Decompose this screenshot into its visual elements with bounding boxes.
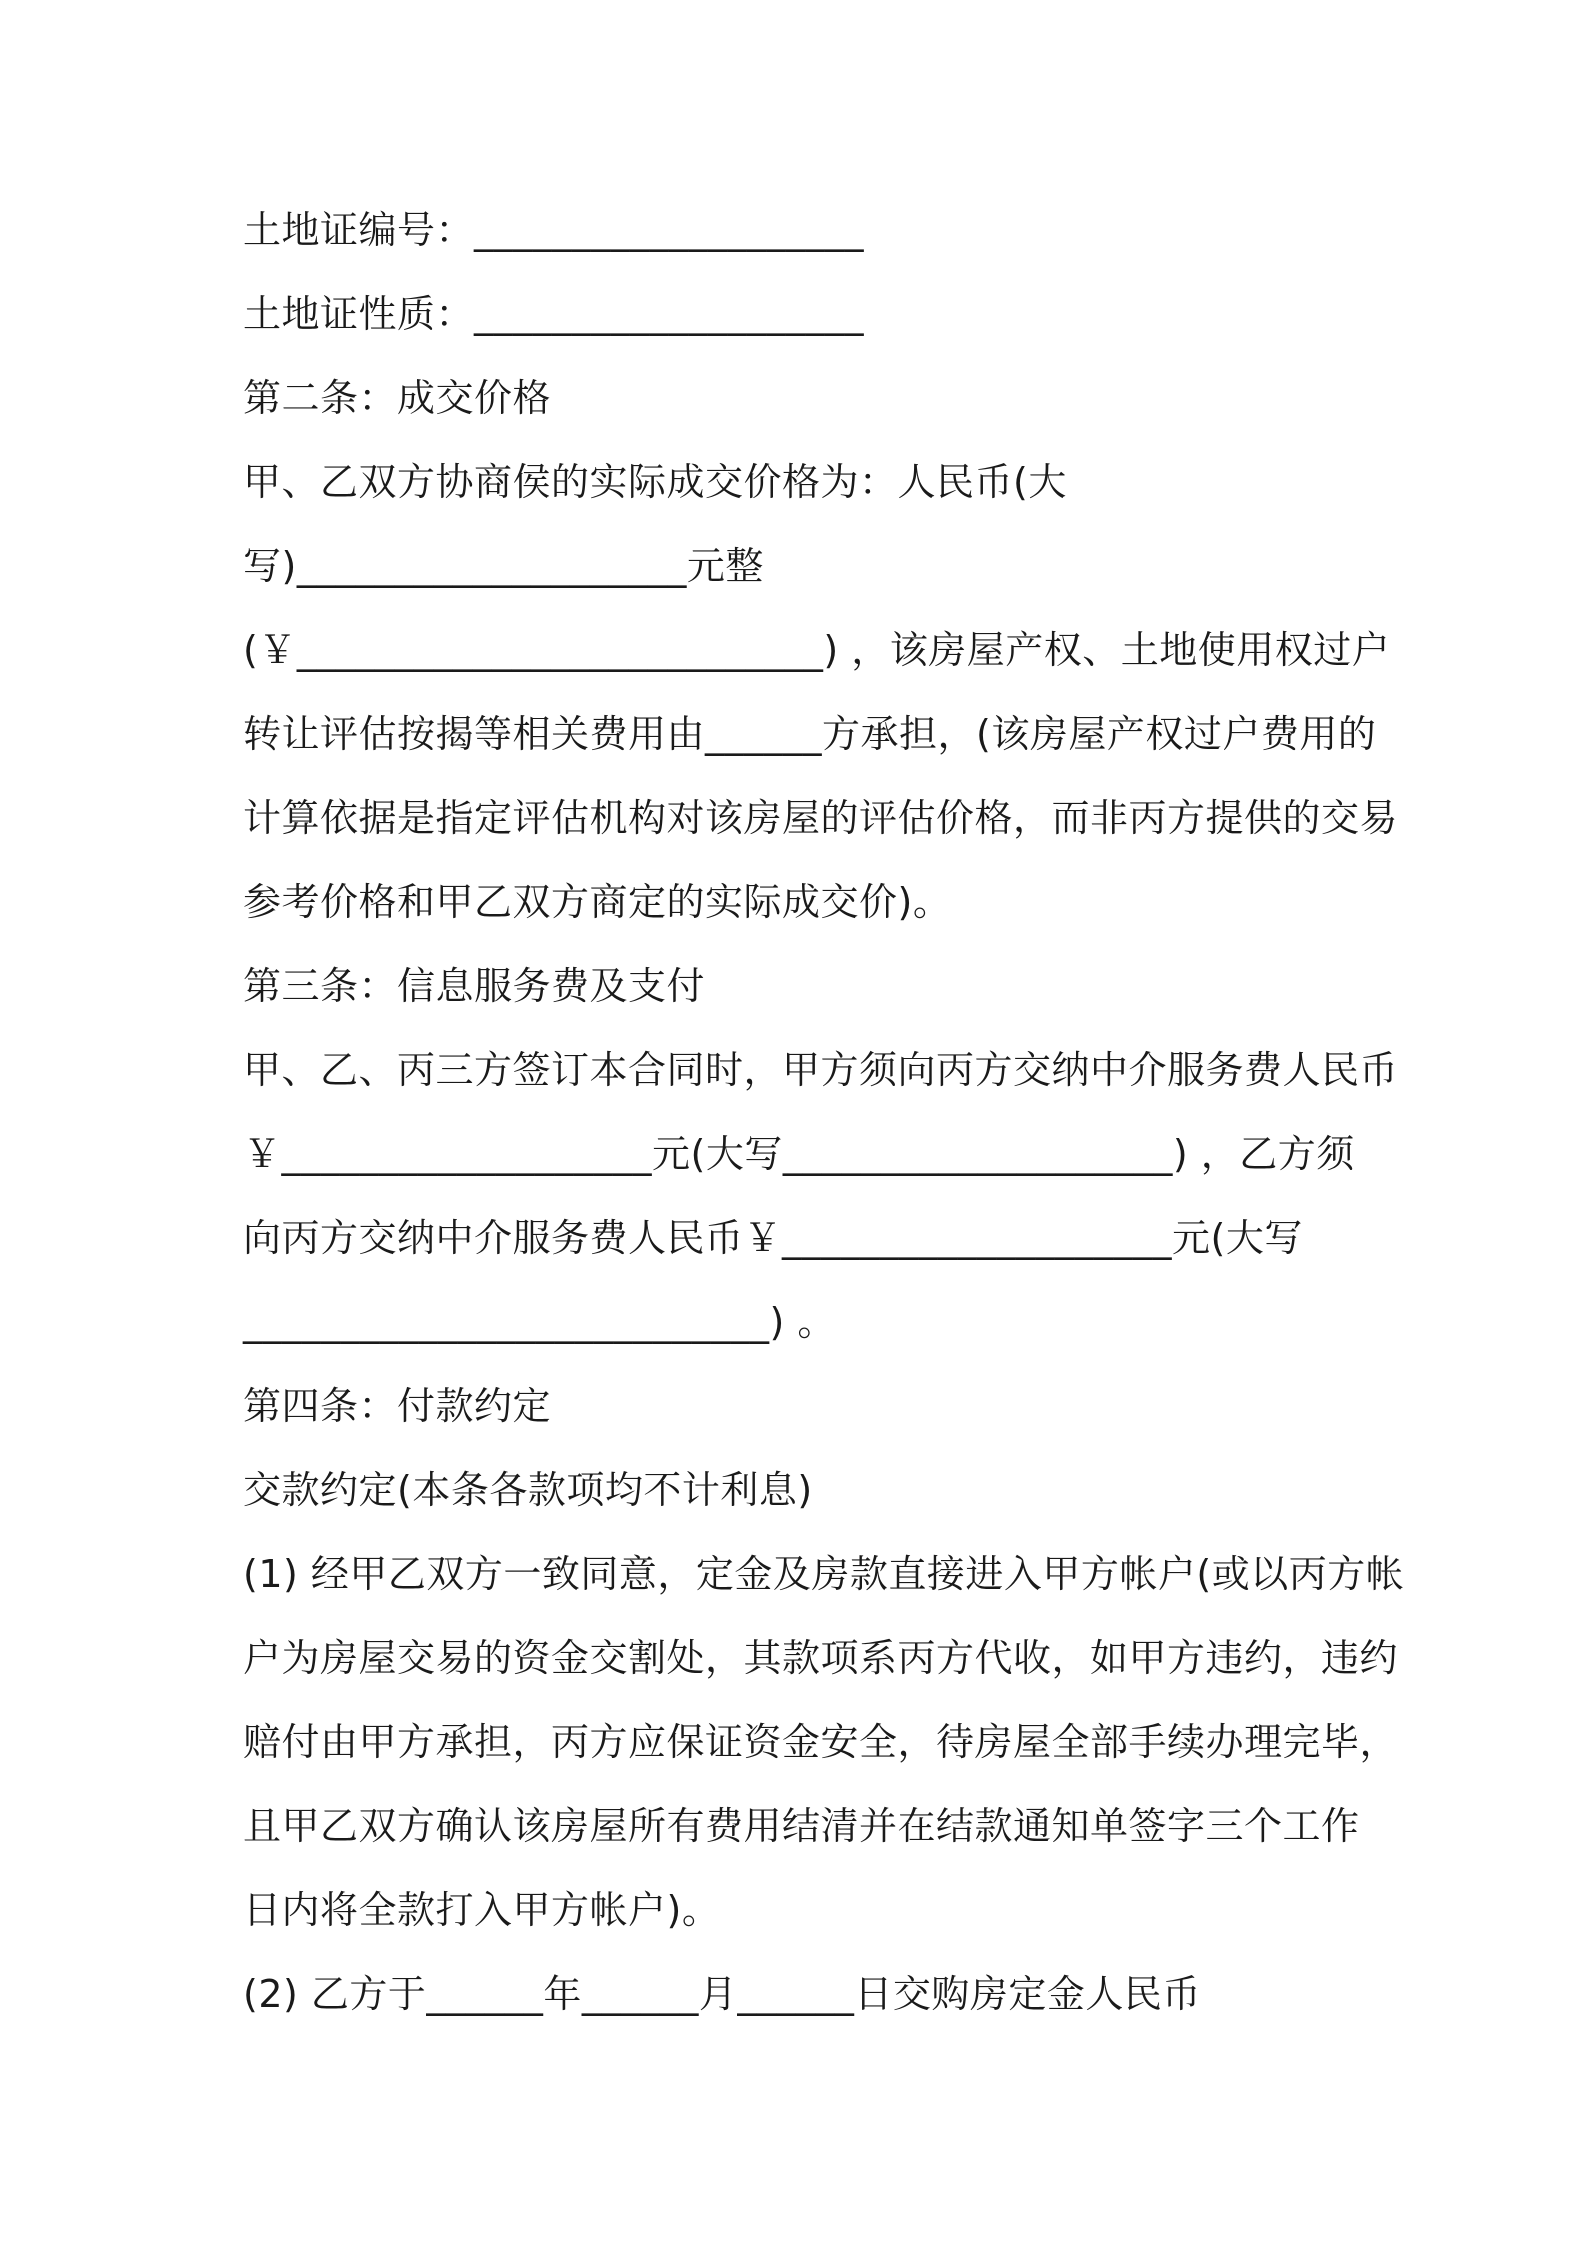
clause-1-line: 赔付由甲方承担，丙方应保证资金安全，待房屋全部手续办理完毕，	[243, 1720, 1399, 1764]
clause-1-line: 户为房屋交易的资金交割处，其款项系丙方代收，如甲方违约，违约	[243, 1636, 1399, 1680]
paragraph-line: 向丙方交纳中介服务费人民币￥____________________元(大写	[243, 1216, 1303, 1260]
paragraph-line: ___________________________) 。	[243, 1300, 836, 1344]
paragraph-line: 计算依据是指定评估机构对该房屋的评估价格，而非丙方提供的交易	[243, 796, 1399, 840]
clause-1-line: 且甲乙双方确认该房屋所有费用结清并在结款通知单签字三个工作	[243, 1804, 1360, 1848]
land-cert-nature-line: 土地证性质：____________________	[243, 292, 865, 336]
land-cert-number-line: 土地证编号：____________________	[243, 208, 865, 252]
paragraph-line: ￥___________________元(大写____________________) ，乙方须	[243, 1132, 1355, 1176]
paragraph-line: 转让评估按揭等相关费用由______方承担，(该房屋产权过户费用的	[243, 712, 1377, 756]
paragraph-line: 甲、乙、丙三方签订本合同时，甲方须向丙方交纳中介服务费人民币	[243, 1048, 1399, 1092]
paragraph-line: 甲、乙双方协商侯的实际成交价格为：人民币(大	[243, 460, 1067, 504]
clause-1-line: 日内将全款打入甲方帐户)。	[243, 1888, 721, 1932]
paragraph-line: 写)____________________元整	[243, 544, 764, 588]
article-4-heading: 第四条：付款约定	[243, 1384, 552, 1428]
paragraph-line: 参考价格和甲乙双方商定的实际成交价)。	[243, 880, 952, 924]
paragraph-line: 交款约定(本条各款项均不计利息)	[243, 1468, 813, 1512]
article-3-heading: 第三条：信息服务费及支付	[243, 964, 706, 1008]
article-2-heading: 第二条：成交价格	[243, 376, 552, 420]
paragraph-line: (￥___________________________) ，该房屋产权、土地使用权过户	[243, 628, 1391, 672]
clause-1-line: (1) 经甲乙双方一致同意，定金及房款直接进入甲方帐户(或以丙方帐	[243, 1552, 1405, 1596]
clause-2-line: (2) 乙方于______年______月______日交购房定金人民币	[243, 1972, 1201, 2016]
